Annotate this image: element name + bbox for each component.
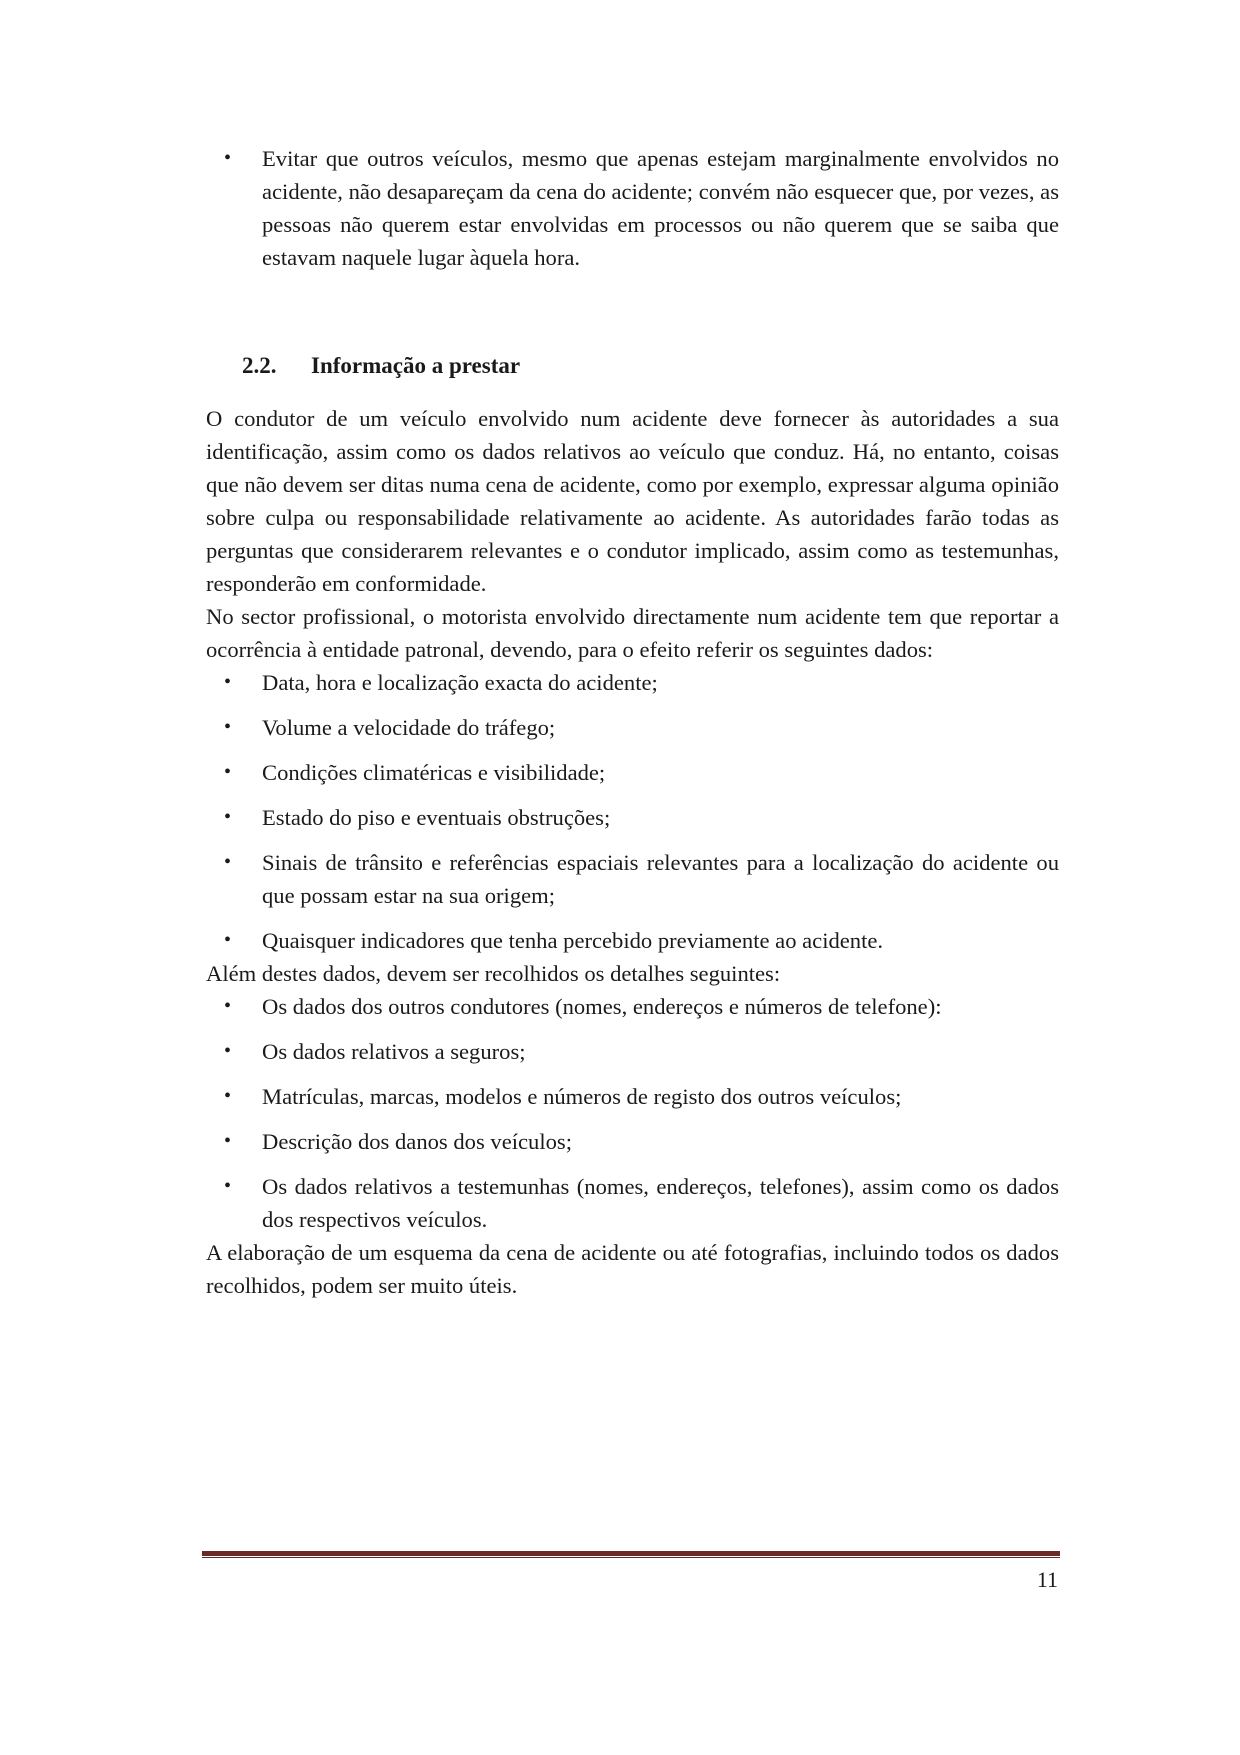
list-item-text: Matrículas, marcas, modelos e números de registo dos outros veículos; <box>262 1084 902 1109</box>
list-item-text: Data, hora e localização exacta do acidente; <box>262 670 658 695</box>
footer-rule <box>202 1551 1060 1558</box>
top-bullet-list <box>206 142 1059 274</box>
page-number: 11 <box>1036 1567 1058 1592</box>
list-item-text: Os dados relativos a testemunhas (nomes, endereços, telefones), assim como os dados dos respectivos veículos. <box>262 1174 1059 1232</box>
bullet-icon: • <box>224 147 232 169</box>
list-item-text: Descrição dos danos dos veículos; <box>262 1129 572 1154</box>
list-item-text: Os dados dos outros condutores (nomes, endereços e números de telefone): <box>262 994 942 1019</box>
list-item <box>206 924 1059 957</box>
footer-rule-thin <box>202 1557 1060 1558</box>
bullet-icon: • <box>224 1130 232 1152</box>
list-item-text: Estado do piso e eventuais obstruções; <box>262 805 611 830</box>
paragraph: A elaboração de um esquema da cena de acidente ou até fotografias, incluindo todos os dados recolhidos, podem ser muito úteis. <box>206 1240 1059 1298</box>
list-item <box>206 711 1059 744</box>
report-data-list <box>206 666 1059 957</box>
list-item <box>206 990 1059 1023</box>
list-item <box>206 666 1059 699</box>
section-title: Informação a prestar <box>311 353 521 378</box>
bullet-icon: • <box>224 851 232 873</box>
footer-rule-thick <box>202 1551 1060 1556</box>
list-item-text: Os dados relativos a seguros; <box>262 1039 526 1064</box>
list-item <box>206 801 1059 834</box>
list-item-text: Volume a velocidade do tráfego; <box>262 715 556 740</box>
list-item <box>206 1035 1059 1068</box>
bullet-icon: • <box>224 761 232 783</box>
bullet-icon: • <box>224 671 232 693</box>
list-item <box>206 846 1059 912</box>
paragraph: O condutor de um veículo envolvido num acidente deve fornecer às autoridades a sua identificação, assim como os dados relativos ao veículo que conduz. Há, no entanto, coisas que não devem ser ditas numa cena de acidente, como por exemplo, expressar alguma opinião sobre culpa ou responsabilidade relativamente ao acidente. As autoridades farão todas as perguntas que considerarem relevantes e o condutor implicado, assim como as testemunhas, responderão em conformidade. <box>206 406 1059 596</box>
list-item <box>206 756 1059 789</box>
bullet-icon: • <box>224 1040 232 1062</box>
list-item <box>206 1170 1059 1236</box>
bullet-icon: • <box>224 929 232 951</box>
collected-details-list <box>206 990 1059 1236</box>
bullet-icon: • <box>224 1175 232 1197</box>
bullet-icon: • <box>224 806 232 828</box>
bullet-icon: • <box>224 1085 232 1107</box>
section-heading <box>206 349 1059 382</box>
list-item-text: Quaisquer indicadores que tenha percebido previamente ao acidente. <box>262 928 884 953</box>
list-item-text: Condições climatéricas e visibilidade; <box>262 760 606 785</box>
list-item-text: Evitar que outros veículos, mesmo que apenas estejam marginalmente envolvidos no acidente, não desapareçam da cena do acidente; convém não esquecer que, por vezes, as pessoas não querem estar envolvidas em processos ou não querem que se saiba que estavam naquele lugar àquela hora. <box>262 146 1059 270</box>
bullet-icon: • <box>224 716 232 738</box>
list-item <box>206 142 1059 274</box>
paragraph: Além destes dados, devem ser recolhidos os detalhes seguintes: <box>206 961 781 986</box>
paragraph: No sector profissional, o motorista envolvido directamente num acidente tem que reportar a ocorrência à entidade patronal, devendo, para o efeito referir os seguintes dados: <box>206 604 1059 662</box>
list-item <box>206 1125 1059 1158</box>
page-content <box>206 142 1059 1302</box>
section-number: 2.2. <box>242 353 277 378</box>
bullet-icon: • <box>224 995 232 1017</box>
list-item <box>206 1080 1059 1113</box>
list-item-text: Sinais de trânsito e referências espaciais relevantes para a localização do acidente ou que possam estar na sua origem; <box>262 850 1059 908</box>
